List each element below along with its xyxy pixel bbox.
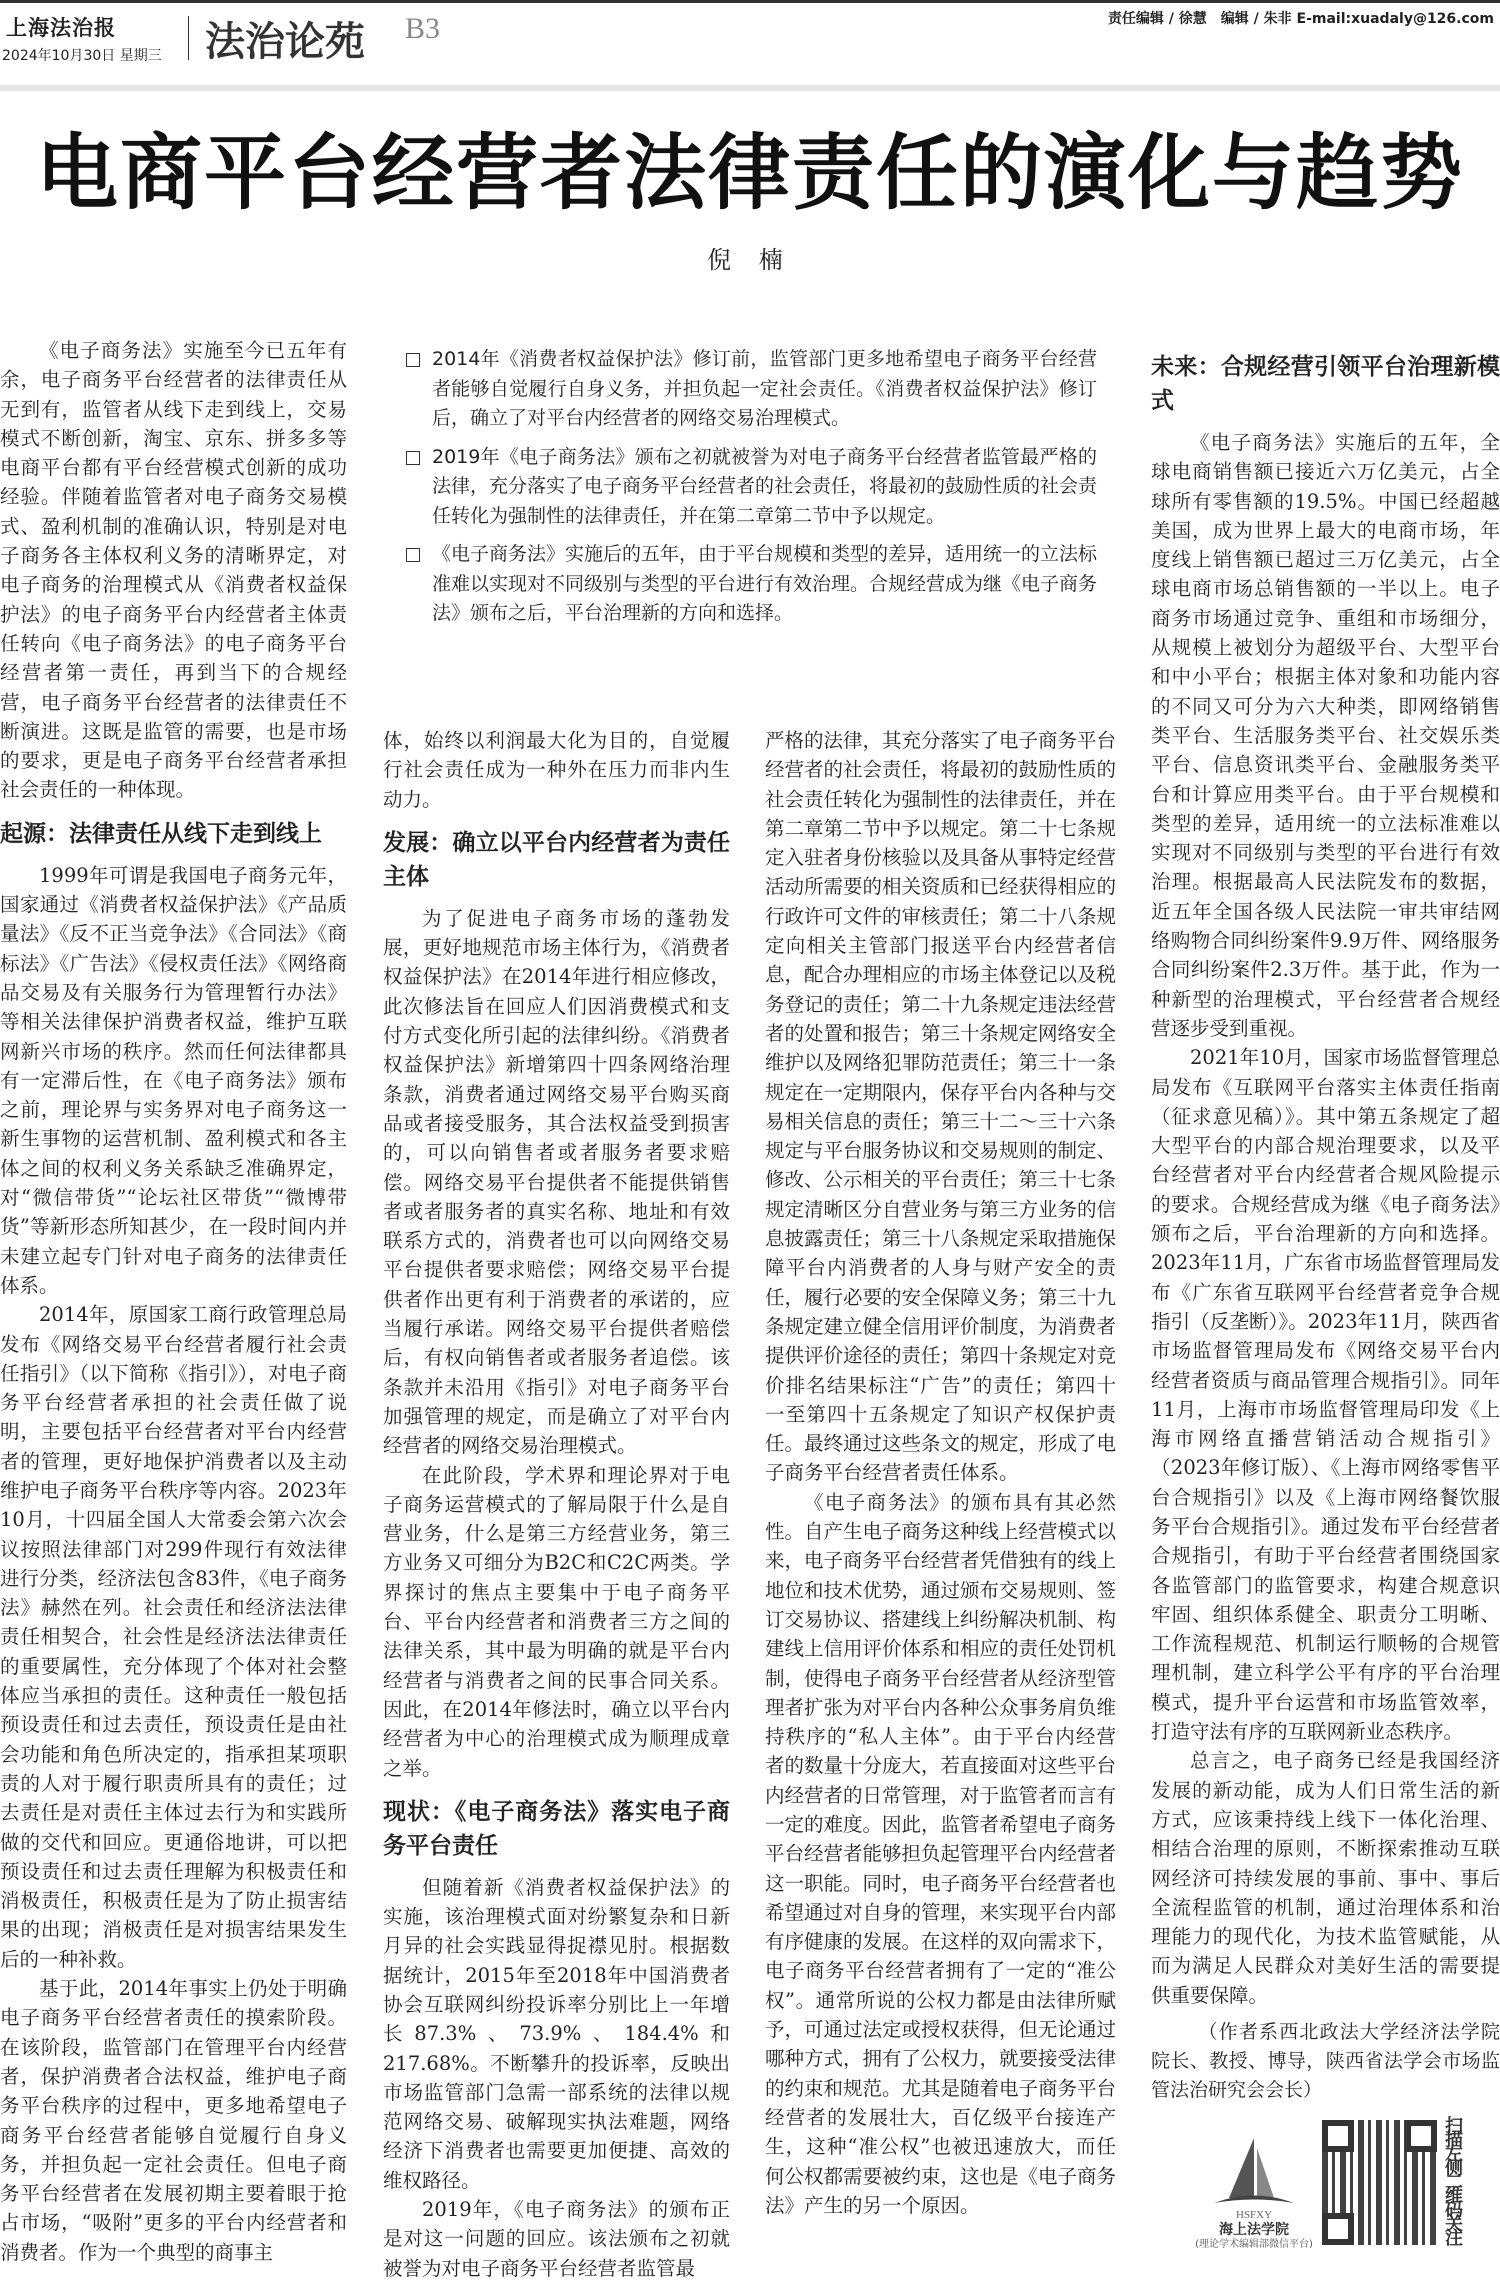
top-rule <box>0 0 1500 3</box>
page-number: B3 <box>405 12 441 45</box>
column-4 <box>1151 350 1500 2010</box>
paragraph: 《电子商务法》实施后的五年，全球电商销售额已接近六万亿美元，占全球所有零售额的19.5%。中国已经超越美国，成为世界上最大的电商市场，年度线上销售额已超过三万亿美元，占全球电商市场总销售额的一半以上。电子商务市场通过竞争、重组和市场细分，从规模上被划分为超级平台、大型平台和中小平台；根据主体对象和功能内容的不同又可分为六大种类，即网络销售类平台、生活服务类平台、社交娱乐类平台、信息资讯类平台、金融服务类平台和计算应用类平台。由于平台规模和类型的差异，适用统一的立法标准难以实现对不同级别与类型的平台进行有效治理。根据最高人民法院发布的数据，近五年全国各级人民法院一审共审结网络购物合同纠纷案件9.9万件、网络服务合同纠纷案件2.3万件。基于此，作为一种新型的治理模式，平台经营者合规经营逐步受到重视。 <box>1151 431 1500 1040</box>
highlight-item <box>404 345 1097 434</box>
paragraph: 2021年10月，国家市场监督管理总局发布《互联网平台落实主体责任指南（征求意见稿）》。其中第五条规定了超大型平台的内部合规治理要求，以及平台经营者对平台内经营者合规风险提示的要求。合规经营成为继《电子商务法》颁布之后，平台治理新的方向和选择。2023年11月，广东省市场监督管理局发布《广东省互联网平台经营者竞争合规指引（反垄断）》。2023年11月，陕西省市场监督管理局发布《网络交易平台内经营者资质与商品管理合规指引》。同年11月，上海市市场监督管理局印发《上海市网络直播营销活动合规指引》（2023年修订版）、《上海市网络零售平台合规指引》以及《上海市网络餐饮服务平台合规指引》。通过发布平台经营者合规指引，有助于平台经营者围绕国家各监管部门的监管要求，构建合规意识牢固、组织体系健全、职责分工明晰、工作流程规范、机制运行顺畅的合规管理机制，建立科学公平有序的平台治理模式，提升平台运营和市场监管效率，打造守法有序的互联网新业态秩序。 <box>1151 1046 1500 1744</box>
highlight-text: 2014年《消费者权益保护法》修订前，监管部门更多地希望电子商务平台经营者能够自觉履行自身义务，并担负起一定社会责任。《消费者权益保护法》修订后，确立了对平台内经营者的网络交易治理模式。 <box>432 348 1097 429</box>
column-1 <box>0 336 347 2267</box>
paragraph: 总言之，电子商务已经是我国经济发展的新动能，成为人们日常生活的新方式，应该秉持线上线下一体化治理、相结合治理的原则，不断探索推动互联网经济可持续发展的事前、事中、事后全流程监管的机制，通过治理体系和治理能力的现代化，为技术监管赋能，从而为满足人民群众对美好生活的需要提供重要保障。 <box>1151 1749 1500 2007</box>
subheading: 发展：确立以平台内经营者为责任主体 <box>383 829 730 890</box>
paragraph: 严格的法律，其充分落实了电子商务平台经营者的社会责任，将最初的鼓励性质的社会责任转化为强制性的法律责任，并在第二章第二节中予以规定。第二十七条规定入驻者身份核验以及具备从事特定经营活动所需要的相关资质和已经获得相应的行政许可文件的审核责任；第二十八条规定向相关主管部门报送平台内经营者信息，配合办理相应的市场主体登记以及税务登记的责任；第二十九条规定违法经营者的处置和报告；第三十条规定网络安全维护以及网络犯罪防范责任；第三十一条规定在一定期限内，保存平台内各种与交易相关信息的责任；第三十二～三十六条规定与平台服务协议和交易规则的制定、修改、公示相关的平台责任；第三十七条规定清晰区分自营业务与第三方业务的信息披露责任；第三十八条规定采取措施保障平台内消费者的人身与财产安全的责任，履行必要的安全保障义务；第三十九条规定建立健全信用评价制度，为消费者提供评价途径的责任；第四十条规定对竞价排名结果标注“广告”的责任；第四十一至第四十五条规定了知识产权保护责任。最终通过这些条文的规定，形成了电子商务平台经营者责任体系。 <box>765 729 1117 1485</box>
square-bullet-icon <box>406 451 420 465</box>
section-title: 法治论苑 <box>205 19 365 65</box>
qr-finder <box>1322 2120 1354 2152</box>
qr-caption: 扫描左侧二维码关注 <box>1445 2116 1463 2249</box>
highlight-text: 《电子商务法》实施后的五年，由于平台规模和类型的差异，适用统一的立法标准难以实现对不同级别与类型的平台进行有效治理。合规经营成为继《电子商务法》颁布之后，平台治理新的方向和选择。 <box>432 543 1098 624</box>
issue-date: 2024年10月30日 星期三 <box>2 48 162 64</box>
qr-finder <box>1405 2120 1437 2152</box>
highlight-item <box>404 443 1097 532</box>
qr-code[interactable] <box>1322 2120 1437 2245</box>
article-author: 倪 楠 <box>707 246 793 274</box>
paragraph: 《电子商务法》实施至今已五年有余，电子商务平台经营者的法律责任从无到有，监管者从线下走到线上，交易模式不断创新，淘宝、京东、拼多多等电商平台都有平台经营模式创新的成功经验。伴随着监管者对电子商务交易模式、盈利机制的准确认识，特别是对电子商务各主体权利义务的清晰界定，对电子商务的治理模式从《消费者权益保护法》的电子商务平台内经营者主体责任转向《电子商务法》的电子商务平台经营者第一责任，再到当下的合规经营，电子商务平台经营者的法律责任不断演进。这既是监管的需要，也是市场的要求，更是电子商务平台经营者承担社会责任的一种体现。 <box>0 339 347 802</box>
paragraph: 在此阶段，学术界和理论界对于电子商务运营模式的了解局限于什么是自营业务，什么是第三方经营业务，第三方业务又可细分为B2C和C2C两类。学界探讨的焦点主要集中于电子商务平台、平台内经营者和消费者三方之间的法律关系，其中最为明确的就是平台内经营者与消费者之间的民事合同关系。因此，在2014年修法时，确立以平台内经营者为中心的治理模式成为顺理成章之举。 <box>383 1463 730 1780</box>
paragraph: 2019年，《电子商务法》的颁布正是对这一问题的回应。该法颁布之初就被誉为对电子商务平台经营者监管最 <box>383 2198 730 2280</box>
logo-subtitle: (理论学术编辑部微信平台) <box>1195 2239 1313 2248</box>
editor-credits: 责任编辑 / 徐慧 编辑 / 朱非 E-mail:xuadaly@126.com <box>1107 11 1494 27</box>
logo-abbr: HSFXY <box>1235 2209 1273 2221</box>
article-title: 电商平台经营者法律责任的演化与趋势 <box>35 126 1464 221</box>
qr-finder <box>1322 2213 1354 2245</box>
header-band <box>0 85 1500 91</box>
paragraph: 2014年，原国家工商行政管理总局发布《网络交易平台经营者履行社会责任指引》（以下简称《指引》），对电子商务平台经营者承担的社会责任做了说明，主要包括平台经营者对平台内经营者的管理，更好地保护消费者以及主动维护电子商务平台秩序等内容。2023年10月，十四届全国人大常委会第六次会议按照法律部门对299件现行有效法律进行分类，经济法包含83件，《电子商务法》赫然在列。社会责任和经济法法律责任相契合，社会性是经济法法律责任的重要属性，充分体现了个体对社会整体应当承担的责任。这种责任一般包括预设责任和过去责任，预设责任是由社会功能和角色所决定的，指承担某项职责的人对于履行职责所具有的责任；过去责任是对责任主体过去行为和实践所做的交代和回应。更通俗地讲，可以把预设责任和过去责任理解为积极责任和消极责任，积极责任是为了防止损害结果的出现；消极责任是对损害结果发生后的一种补救。 <box>0 1303 347 1971</box>
highlights-box <box>404 345 1097 638</box>
square-bullet-icon <box>406 353 420 367</box>
subheading: 现状：《电子商务法》落实电子商务平台责任 <box>383 1798 730 1859</box>
logo-name: 海上法学院 <box>1219 2222 1289 2238</box>
column-2 <box>383 726 730 2283</box>
paragraph: 《电子商务法》的颁布具有其必然性。自产生电子商务这种线上经营模式以来，电子商务平台经营者凭借独有的线上地位和技术优势，通过颁布交易规则、签订交易协议、搭建线上纠纷解决机制、构建线上信用评价体系和相应的责任处罚机制，使得电子商务平台经营者从经济型管理者扩张为对平台内各种公众事务肩负维持秩序的“私人主体”。由于平台内经营者的数量十分庞大，若直接面对这些平台内经营者的日常管理，对于监管者而言有一定的难度。因此，监管者希望电子商务平台经营者能够担负起管理平台内经营者这一职能。同时，电子商务平台经营者也希望通过对自身的管理，来实现平台内部有序健康的发展。在这样的双向需求下，电子商务平台经营者拥有了一定的“准公权”。通常所说的公权力都是由法律所赋予，可通过法定或授权获得，但无论通过哪种方式，拥有了公权力，就要接受法律的约束和规范。尤其是随着电子商务平台经营者的发展壮大，百亿级平台接连产生，这种“准公权”也被迅速放大，而任何公权都需要被约束，这也是《电子商务法》产生的另一个原因。 <box>765 1490 1117 2217</box>
divider <box>188 16 189 60</box>
paragraph: 体，始终以利润最大化为目的，自觉履行社会责任成为一种外在压力而非内生动力。 <box>383 729 730 811</box>
masthead: 上海法治报 <box>6 15 116 40</box>
paragraph: 但随着新《消费者权益保护法》的实施，该治理模式面对纷繁复杂和日新月异的社会实践显得捉襟见肘。根据数据统计，2015年至2018年中国消费者协会互联网纠纷投诉率分别比上一年增长87.3%、73.9%、184.4%和217.68%。不断攀升的投诉率，反映出市场监管部门急需一部系统的法律以规范网络交易、破解现实执法难题，网络经济下消费者也需要更加便捷、高效的维权路径。 <box>383 1875 730 2192</box>
column-3 <box>765 726 1116 2220</box>
paragraph: 基于此，2014年事实上仍处于明确电子商务平台经营者责任的摸索阶段。在该阶段，监管部门在管理平台内经营者，保护消费者合法权益，维护电子商务平台秩序的过程中，更多地希望电子商务平台经营者能够自觉履行自身义务，并担负起一定社会责任。但电子商务平台经营者在发展初期主要着眼于抢占市场，“吸附”更多的平台内经营者和消费者。作为一个典型的商事主 <box>0 1977 347 2264</box>
paragraph: 1999年可谓是我国电子商务元年，国家通过《消费者权益保护法》《产品质量法》《反不正当竞争法》《合同法》《商标法》《广告法》《侵权责任法》《网络商品交易及有关服务行为管理暂行办法》等相关法律保护消费者权益，维护互联网新兴市场的秩序。然而任何法律都具有一定滞后性，在《电子商务法》颁布之前，理论界与实务界对电子商务这一新生事物的运营机制、盈利模式和各主体之间的权利义务关系缺乏准确界定，对“微信带货”“论坛社区带货”“微博带货”等新形态所知甚少，在一段时间内并未建立起专门针对电子商务的法律责任体系。 <box>0 863 347 1297</box>
hsfxy-logo <box>1190 2118 1318 2248</box>
highlight-item <box>404 540 1097 629</box>
subheading: 未来：合规经营引领平台治理新模式 <box>1151 354 1500 414</box>
subheading: 起源：法律责任从线下走到线上 <box>0 820 322 847</box>
highlight-text: 2019年《电子商务法》颁布之初就被誉为对电子商务平台经营者监管最严格的法律，充分落实了电子商务平台经营者的社会责任，将最初的鼓励性质的社会责任转化为强制性的法律责任，并在第二章第二节中予以规定。 <box>432 445 1098 527</box>
paragraph: 为了促进电子商务市场的蓬勃发展，更好地规范市场主体行为，《消费者权益保护法》在2014年进行相应修改，此次修法旨在回应人们因消费模式和支付方式变化所引起的法律纠纷。《消费者权益保护法》新增第四十四条网络治理条款，消费者通过网络交易平台购买商品或者接受服务，其合法权益受到损害的，可以向销售者或者服务者要求赔偿。网络交易平台提供者不能提供销售者或者服务者的真实名称、地址和有效联系方式的，消费者也可以向网络交易平台提供者要求赔偿；网络交易平台提供者作出更有利于消费者的承诺的，应当履行承诺。网络交易平台提供者赔偿后，有权向销售者或者服务者追偿。该条款并未沿用《指引》对电子商务平台加强管理的规定，而是确立了对平台内经营者的网络交易治理模式。 <box>383 906 730 1458</box>
square-bullet-icon <box>406 548 420 562</box>
author-bio: （作者系西北政法大学经济法学院院长、教授、博导，陕西省法学会市场监管法治研究会会长） <box>1151 2021 1500 2101</box>
